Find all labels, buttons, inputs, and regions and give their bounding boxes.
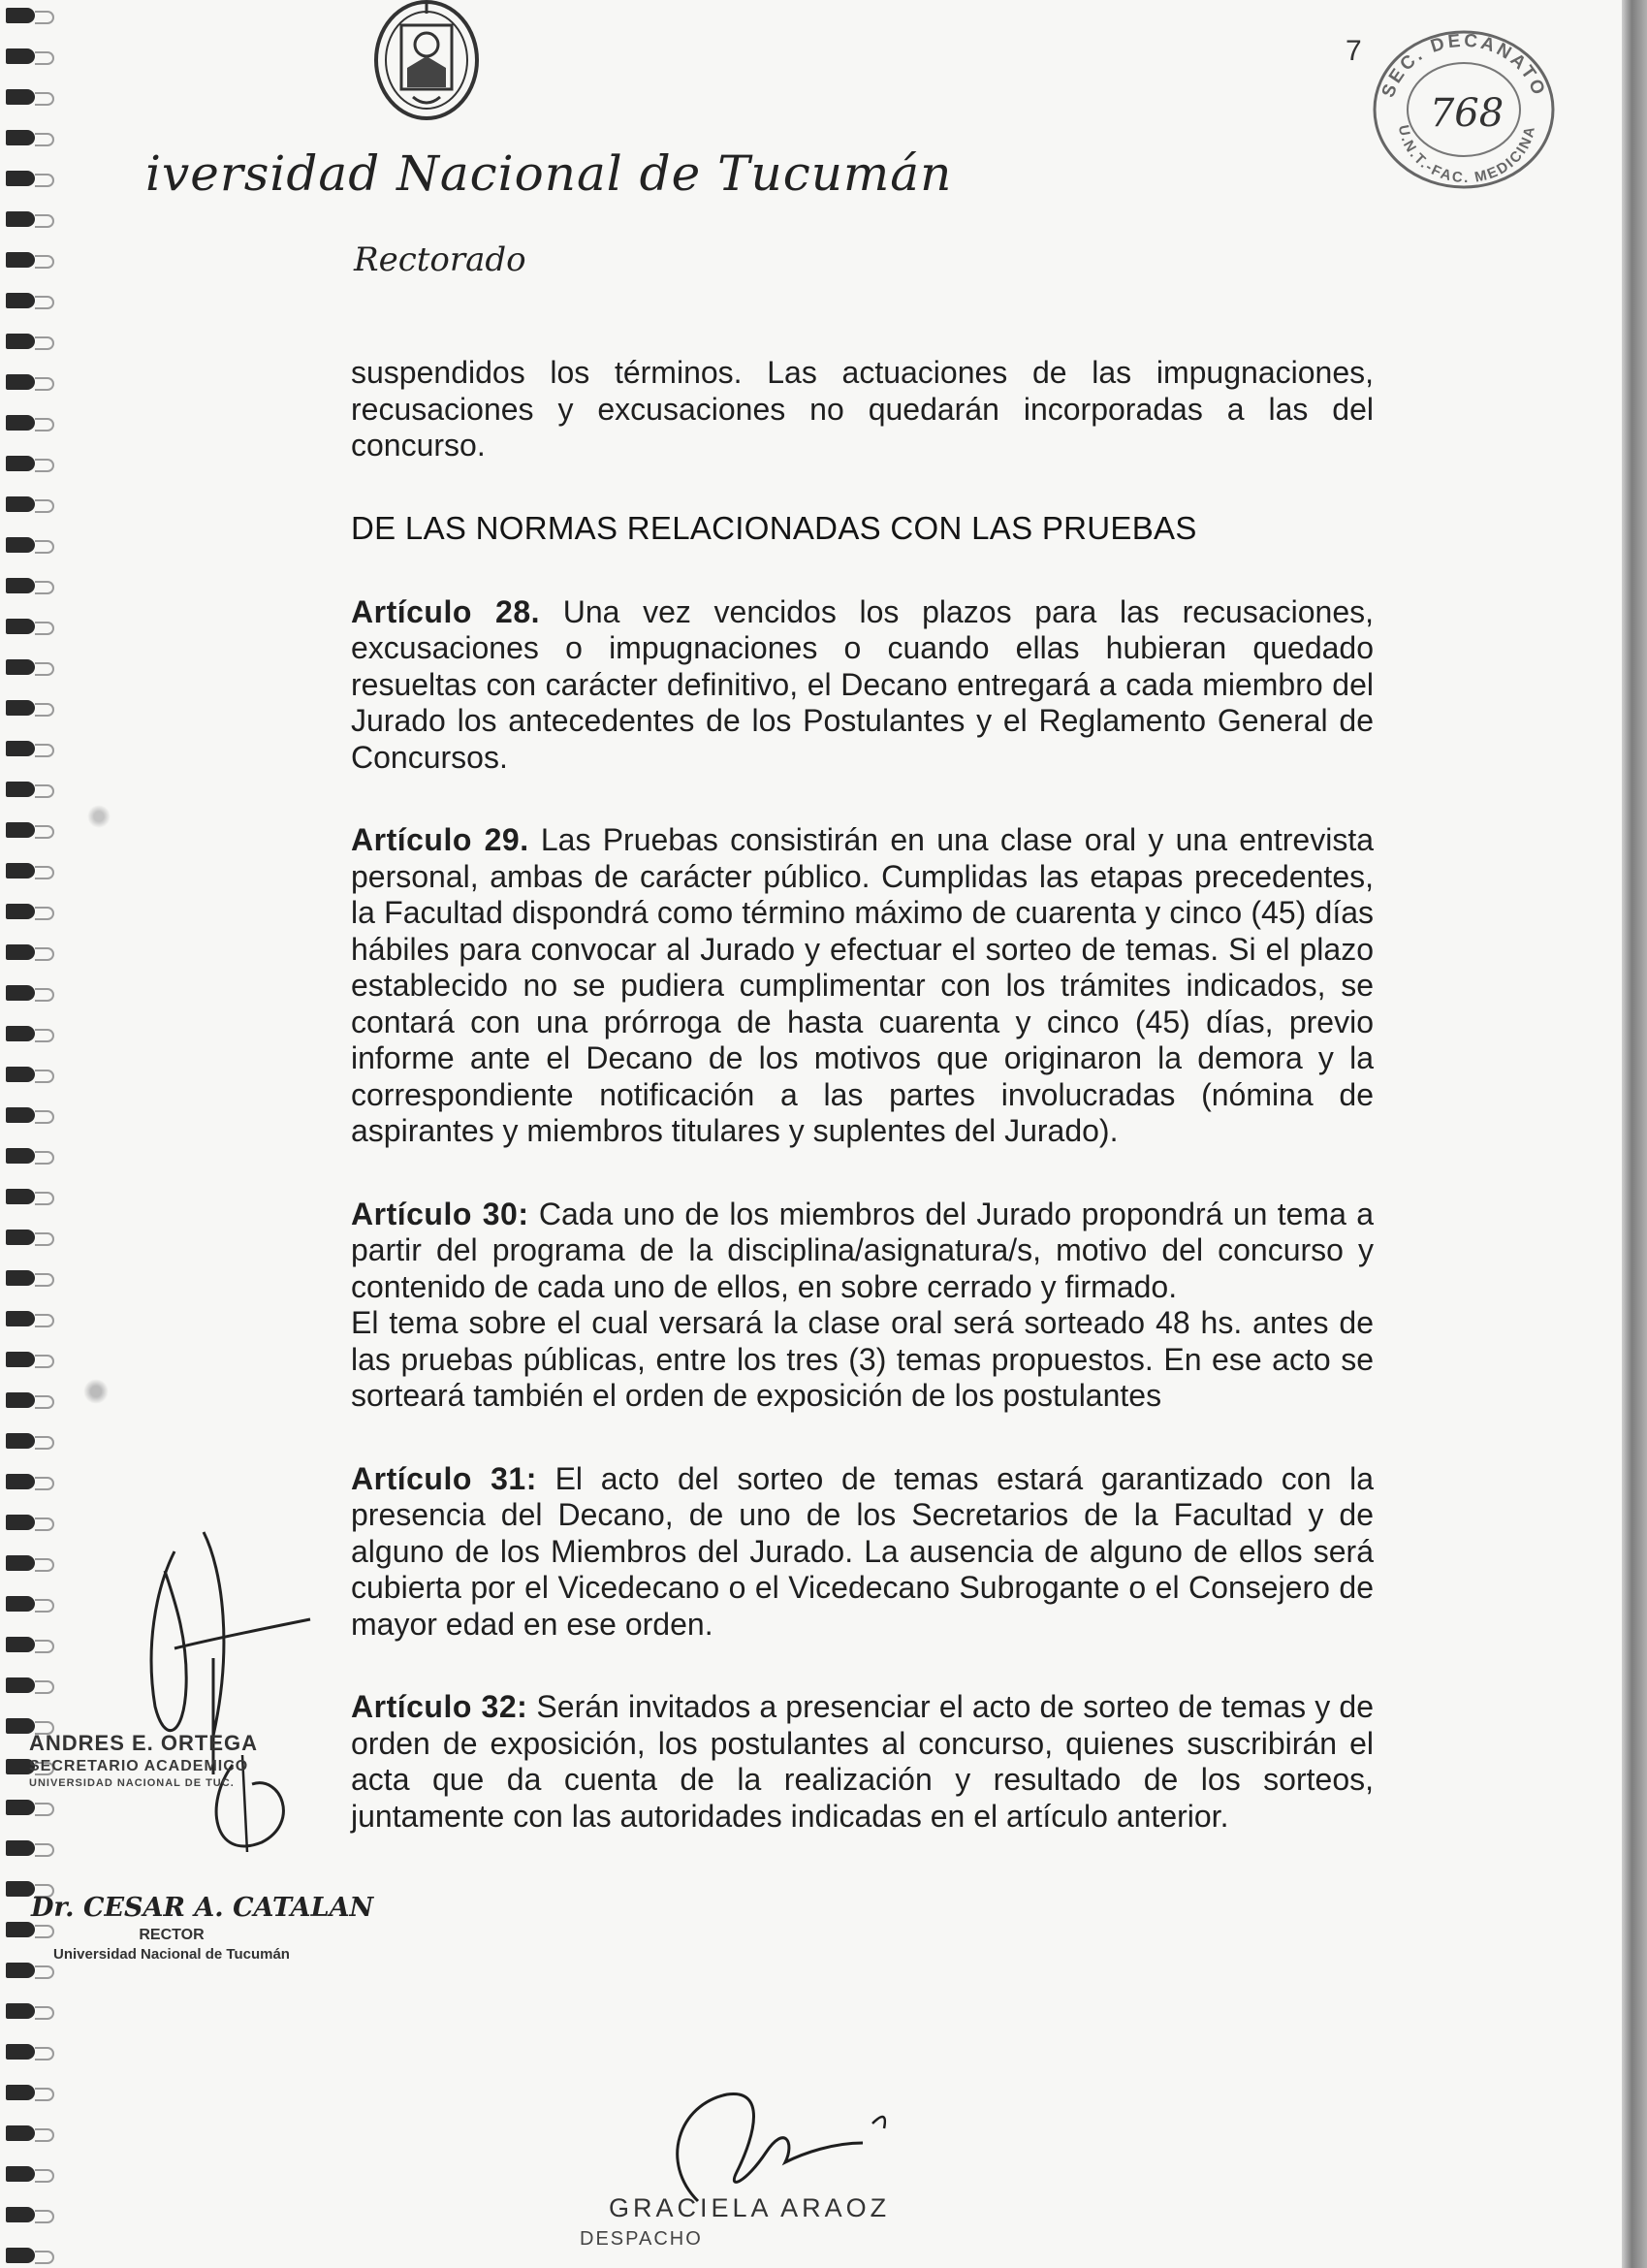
- binding-hole: [6, 944, 35, 960]
- binding-hole: [6, 1963, 35, 1978]
- binding-hole: [6, 415, 35, 431]
- binding-hole: [6, 2085, 35, 2100]
- decanato-stamp: [1362, 17, 1566, 194]
- binding-hole: [6, 8, 35, 23]
- university-name: iversidad Nacional de Tucumán: [145, 145, 953, 202]
- binding-hole: [6, 782, 35, 797]
- binding-hole: [6, 1515, 35, 1530]
- article-text: Serán invitados a presenciar el acto de sorteo de temas y de orden de exposición, los postulantes al concurso, quienes suscribirán el acta que da cuenta de la realización y resultado de los sorteos, juntamente con las autoridades indicadas en el artículo anterior.: [351, 1689, 1375, 1834]
- binding-hole: [6, 1596, 35, 1612]
- university-crest-icon: [368, 0, 485, 124]
- binding-hole: [6, 2207, 35, 2222]
- page-number: 7: [1346, 35, 1362, 67]
- binding-hole: [6, 211, 35, 227]
- section-heading: DE LAS NORMAS RELACIONADAS CON LAS PRUEBAS: [351, 509, 1197, 546]
- binding-hole: [6, 1800, 35, 1815]
- article-30-continuation: El tema sobre el cual versará la clase oral será sorteado 48 hs. antes de las pruebas públicas, entre los tres (3) temas propuestos. En ese acto se sorteará también el orden de exposición de los postulantes: [351, 1305, 1374, 1413]
- binding-hole: [6, 863, 35, 878]
- stamp-top-text: SEC. DECANATO: [1378, 30, 1550, 101]
- article-label: Artículo 29.: [351, 822, 529, 857]
- binding-hole: [6, 1392, 35, 1408]
- article-label: Artículo 28.: [351, 593, 541, 629]
- binding-hole: [6, 1311, 35, 1326]
- secretary-stamp: [29, 1731, 310, 1789]
- binding-hole: [6, 1474, 35, 1489]
- secretary-role: SECRETARIO ACADEMICO: [29, 1758, 249, 1774]
- binding-hole: [6, 1230, 35, 1245]
- article-text: Las Pruebas consistirán en una clase oral y una entrevista personal, ambas de carácter público. Cumplidas las etapas precedentes, la Facultad dispondrá como término máximo de cuarenta y cinco (45) días hábiles para convocar al Jurado y efectuar el sorteo de temas. Si el plazo establecido no se pudiera cumplimentar con los trámites indicados, se contará con una prórroga de hasta cuarenta y cinco (45) días, previo informe ante el Decano de los motivos que originaron la demora y la correspondiente notificación a las partes involucradas (nómina de aspirantes y miembros titulares y suplentes del Jurado).: [351, 822, 1375, 1148]
- binding-hole: [6, 2125, 35, 2141]
- article-32: [351, 1689, 1374, 1835]
- article-text: El acto del sorteo de temas estará garantizado con la presencia del Decano, de uno de los Secretarios de la Facultad y de alguno de los Miembros del Jurado. La ausencia de alguno de ellos será cubierta por el Vicedecano o el Vicedecano Subrogante o el Consejero de mayor edad en ese orden.: [351, 1460, 1375, 1642]
- article-30: [351, 1197, 1374, 1306]
- article-label: Artículo 30:: [351, 1196, 529, 1231]
- binding-hole: [6, 496, 35, 512]
- despacho-role: DESPACHO: [580, 2228, 703, 2250]
- article-label: Artículo 32:: [351, 1689, 528, 1724]
- binding-hole: [6, 252, 35, 268]
- article-text: Cada uno de los miembros del Jurado propondrá un tema a partir del programa de la disciplina/asignatura/s, motivo del concurso y contenido de cada uno de ellos, en sobre cerrado y firmado.: [351, 1196, 1375, 1304]
- article-text: Una vez vencidos los plazos para las recusaciones, excusaciones o impugnaciones o cuando ellas hubieran quedado resueltas con carácter definitivo, el Decano entregará a cada miembro del Jurado los antecedentes de los Postulantes y el Reglamento General de Concursos.: [351, 593, 1375, 775]
- despacho-name: GRACIELA ARAOZ: [609, 2193, 891, 2222]
- binding-hole: [6, 822, 35, 838]
- binding-hole: [6, 904, 35, 919]
- binding-hole: [6, 659, 35, 675]
- page-edge-shadow: [1622, 0, 1647, 2268]
- binding-hole: [6, 48, 35, 64]
- stamp-handwritten-number: 768: [1429, 91, 1504, 136]
- office-name: Rectorado: [354, 240, 526, 279]
- binding-hole: [6, 1148, 35, 1164]
- intro-paragraph: suspendidos los términos. Las actuaciones de las impugnaciones, recusaciones y excusaciones no quedarán incorporadas a las del concurso.: [351, 355, 1374, 463]
- binding-hole: [6, 374, 35, 390]
- document-body: [351, 355, 1374, 1835]
- secretary-org: UNIVERSIDAD NACIONAL DE TUC.: [29, 1777, 235, 1789]
- binding-hole: [6, 578, 35, 593]
- binding-hole: [6, 700, 35, 716]
- stamp-bottom-text: U.N.T.-FAC. MEDICINA: [1394, 123, 1539, 187]
- binding-hole: [6, 171, 35, 186]
- binding-hole: [6, 2248, 35, 2263]
- svg-text:SEC. DECANATO: [1378, 31, 1550, 101]
- binding-hole: [6, 1189, 35, 1204]
- binding-hole: [6, 2166, 35, 2182]
- binding-hole: [6, 334, 35, 349]
- binding-hole: [6, 619, 35, 634]
- secretary-name: ANDRES E. ORTEGA: [29, 1731, 259, 1755]
- binding-hole: [6, 1067, 35, 1082]
- scan-mark: [83, 1379, 109, 1404]
- binding-hole: [6, 1270, 35, 1286]
- binding-hole: [6, 741, 35, 756]
- binding-hole: [6, 985, 35, 1001]
- binding-hole: [6, 2044, 35, 2060]
- binding-hole: [6, 1555, 35, 1571]
- rector-name: Dr. CESAR A. CATALAN: [31, 1893, 374, 1923]
- article-29: [351, 822, 1374, 1150]
- scan-mark: [87, 805, 111, 828]
- binding-hole: [6, 1026, 35, 1041]
- binding-hole: [6, 2003, 35, 2019]
- binding-hole: [6, 130, 35, 145]
- binding-hole: [6, 1107, 35, 1123]
- rector-stamp: [31, 1893, 374, 1963]
- binding-hole: [6, 1433, 35, 1449]
- secretary-signature: [116, 1513, 339, 1871]
- article-31: [351, 1461, 1374, 1644]
- binding-hole: [6, 537, 35, 553]
- binding-hole: [6, 89, 35, 105]
- binding-hole: [6, 1677, 35, 1693]
- article-28: [351, 594, 1374, 777]
- binding-hole: [6, 456, 35, 471]
- rector-org: Universidad Nacional de Tucumán: [53, 1946, 290, 1963]
- binding-hole: [6, 293, 35, 308]
- binding-hole: [6, 1840, 35, 1856]
- binding-hole: [6, 1637, 35, 1652]
- binding-hole: [6, 1352, 35, 1367]
- article-label: Artículo 31:: [351, 1460, 537, 1496]
- rector-role: RECTOR: [139, 1927, 205, 1943]
